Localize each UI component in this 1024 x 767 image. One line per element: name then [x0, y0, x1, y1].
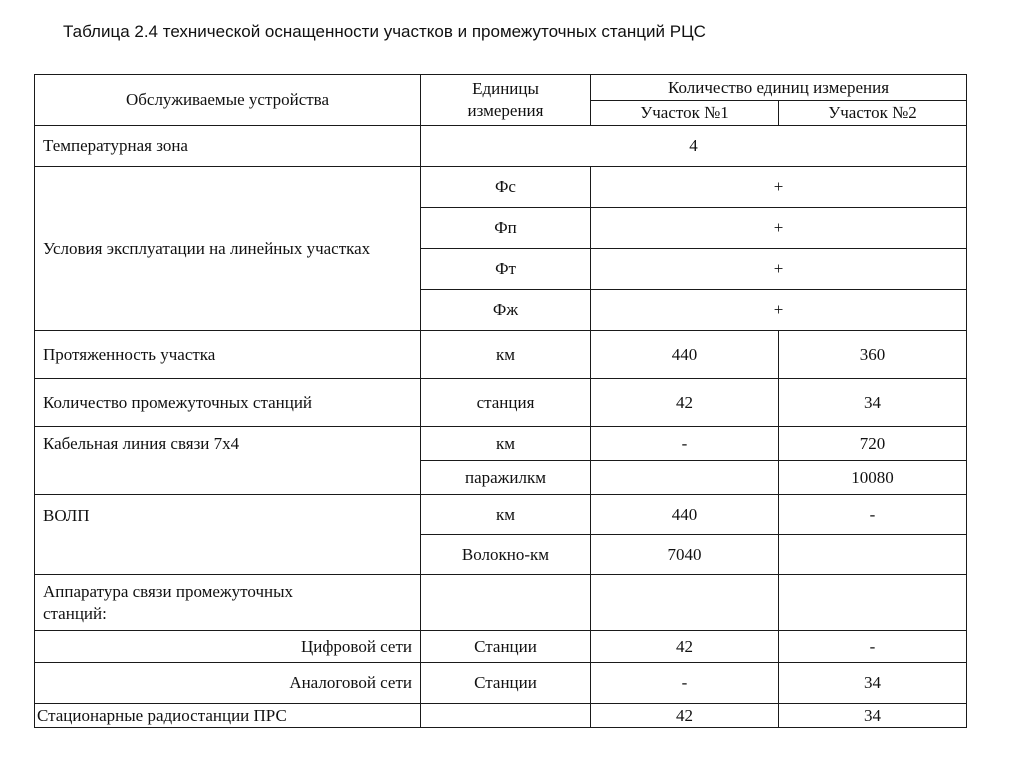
volp-label: ВОЛП	[35, 495, 421, 575]
digital-network-s2: -	[779, 631, 967, 663]
volp-s1: 7040	[591, 535, 779, 575]
stations-count-label: Количество промежуточных станций	[35, 379, 421, 427]
radio-s1: 42	[591, 704, 779, 728]
cable-label: Кабельная линия связи 7х4	[35, 427, 421, 495]
stations-count-unit: станция	[421, 379, 591, 427]
volp-s1: 440	[591, 495, 779, 535]
condition-value: +	[591, 167, 967, 208]
condition-value: +	[591, 208, 967, 249]
radio-label: Стационарные радиостанции ПРС	[35, 704, 421, 728]
radio-unit	[421, 704, 591, 728]
stations-count-s2: 34	[779, 379, 967, 427]
analog-network-unit: Станции	[421, 663, 591, 704]
volp-s2: -	[779, 495, 967, 535]
condition-value: +	[591, 290, 967, 331]
analog-network-s1: -	[591, 663, 779, 704]
equipment-label-line1: Аппаратура связи промежуточных	[43, 581, 294, 601]
digital-network-s1: 42	[591, 631, 779, 663]
volp-unit: км	[421, 495, 591, 535]
header-units-line2: измерения	[467, 101, 544, 120]
temp-zone-value: 4	[421, 126, 967, 167]
condition-unit: Фж	[421, 290, 591, 331]
cable-s1: -	[591, 427, 779, 461]
cable-s2: 10080	[779, 461, 967, 495]
equipment-label-line2: станций:	[43, 603, 107, 623]
header-units-line1: Единицы	[472, 79, 539, 98]
condition-unit: Фт	[421, 249, 591, 290]
analog-network-s2: 34	[779, 663, 967, 704]
analog-network-label: Аналоговой сети	[35, 663, 421, 704]
volp-unit: Волокно-км	[421, 535, 591, 575]
cable-s1	[591, 461, 779, 495]
volp-s2	[779, 535, 967, 575]
equipment-label	[35, 575, 421, 631]
temp-zone-label: Температурная зона	[35, 126, 421, 167]
conditions-label: Условия эксплуатации на линейных участках	[35, 167, 421, 331]
condition-value: +	[591, 249, 967, 290]
cable-unit: км	[421, 427, 591, 461]
equipment-s1	[591, 575, 779, 631]
cable-unit: паражилкм	[421, 461, 591, 495]
equipment-table	[34, 74, 967, 728]
length-s1: 440	[591, 331, 779, 379]
length-unit: км	[421, 331, 591, 379]
equipment-s2	[779, 575, 967, 631]
header-section-2: Участок №2	[779, 101, 967, 126]
header-quantity: Количество единиц измерения	[591, 75, 967, 101]
digital-network-label: Цифровой сети	[35, 631, 421, 663]
condition-unit: Фп	[421, 208, 591, 249]
radio-s2: 34	[779, 704, 967, 728]
header-units	[421, 75, 591, 126]
length-s2: 360	[779, 331, 967, 379]
header-devices: Обслуживаемые устройства	[35, 75, 421, 126]
equipment-unit	[421, 575, 591, 631]
stations-count-s1: 42	[591, 379, 779, 427]
table-caption: Таблица 2.4 технической оснащенности участков и промежуточных станций РЦС	[63, 22, 706, 41]
condition-unit: Фс	[421, 167, 591, 208]
length-label: Протяженность участка	[35, 331, 421, 379]
cable-s2: 720	[779, 427, 967, 461]
digital-network-unit: Станции	[421, 631, 591, 663]
header-section-1: Участок №1	[591, 101, 779, 126]
